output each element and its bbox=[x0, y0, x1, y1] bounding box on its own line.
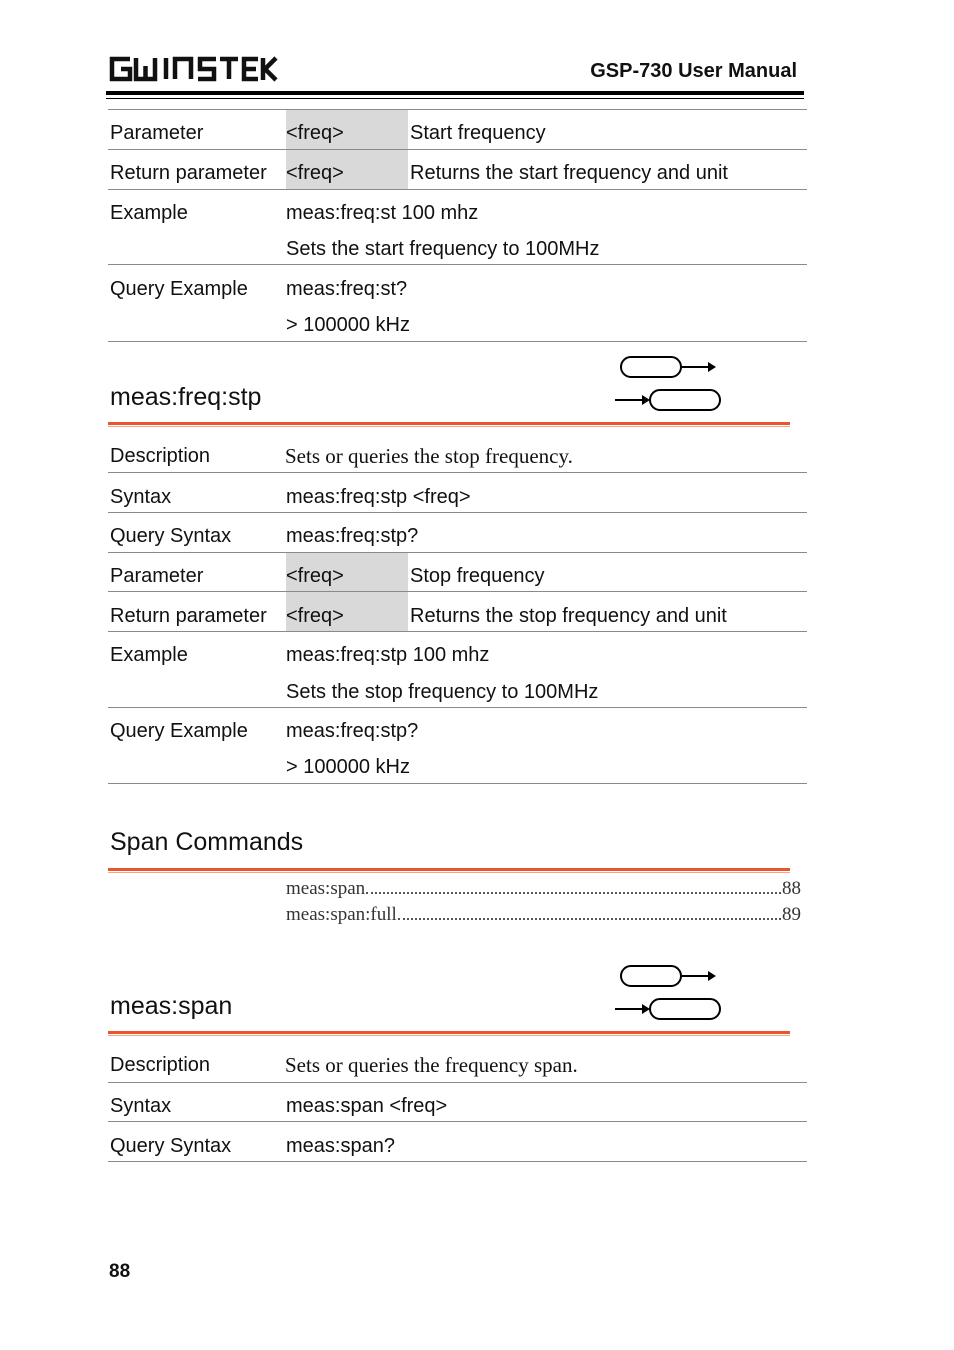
query-example-resp: > 100000 kHz bbox=[286, 756, 410, 778]
syntax-text: meas:freq:stp <freq> bbox=[286, 486, 471, 508]
table-rule bbox=[108, 591, 807, 592]
section-title: meas:span bbox=[110, 992, 233, 1020]
example-cmd: meas:freq:st 100 mhz bbox=[286, 202, 479, 224]
description-text: Sets or queries the stop frequency. bbox=[285, 444, 573, 468]
param-desc: Start frequency bbox=[410, 122, 546, 144]
section-title: Span Commands bbox=[110, 828, 304, 856]
section-rule-light bbox=[108, 872, 790, 873]
table-rule bbox=[108, 264, 807, 265]
param-desc: Stop frequency bbox=[410, 565, 545, 587]
set-query-icon bbox=[614, 961, 724, 1021]
toc-entry[interactable] bbox=[286, 904, 801, 926]
query-example-resp: > 100000 kHz bbox=[286, 314, 410, 336]
row-label: Return parameter bbox=[110, 162, 267, 184]
return-desc: Returns the stop frequency and unit bbox=[410, 605, 727, 627]
row-label: Example bbox=[110, 644, 188, 666]
example-desc: Sets the start frequency to 100MHz bbox=[286, 238, 600, 260]
table-rule bbox=[108, 189, 807, 190]
table-rule bbox=[108, 631, 807, 632]
row-label: Parameter bbox=[110, 565, 204, 587]
row-label: Query Example bbox=[110, 720, 248, 742]
gw-instek-logo bbox=[108, 54, 280, 84]
table-rule bbox=[108, 472, 807, 473]
section-rule bbox=[108, 1031, 790, 1034]
table-rule bbox=[108, 341, 807, 342]
row-label: Query Example bbox=[110, 278, 248, 300]
toc-leader bbox=[398, 918, 781, 920]
param-name: <freq> bbox=[286, 122, 344, 144]
table-rule bbox=[108, 1121, 807, 1122]
header-rule bbox=[106, 91, 804, 95]
table-rule bbox=[108, 512, 807, 513]
row-label: Syntax bbox=[110, 1095, 172, 1117]
section-rule-light bbox=[108, 426, 790, 427]
section-rule bbox=[108, 422, 790, 425]
row-label: Parameter bbox=[110, 122, 204, 144]
query-syntax-text: meas:freq:stp? bbox=[286, 525, 419, 547]
table-rule bbox=[108, 552, 807, 553]
row-label: Query Syntax bbox=[110, 1135, 232, 1157]
section-rule bbox=[108, 868, 790, 871]
table-rule bbox=[108, 707, 807, 708]
section-title: meas:freq:stp bbox=[110, 383, 262, 411]
row-label: Description bbox=[110, 445, 211, 467]
row-label: Syntax bbox=[110, 486, 172, 508]
section-rule-light bbox=[108, 1035, 790, 1036]
table-rule bbox=[108, 1161, 807, 1162]
set-query-icon bbox=[614, 352, 724, 412]
return-name: <freq> bbox=[286, 162, 344, 184]
manual-title: GSP-730 User Manual bbox=[590, 60, 797, 82]
table-rule bbox=[108, 1082, 807, 1083]
return-name: <freq> bbox=[286, 605, 344, 627]
toc-leader bbox=[366, 892, 781, 894]
return-desc: Returns the start frequency and unit bbox=[410, 162, 728, 184]
table-rule bbox=[108, 783, 807, 784]
query-syntax-text: meas:span? bbox=[286, 1135, 395, 1157]
toc-entry[interactable] bbox=[286, 878, 801, 900]
row-label: Description bbox=[110, 1054, 211, 1076]
row-label: Return parameter bbox=[110, 605, 267, 627]
toc-entry-page: 89 bbox=[782, 904, 801, 925]
table-rule bbox=[108, 109, 807, 110]
example-desc: Sets the stop frequency to 100MHz bbox=[286, 681, 599, 703]
description-text: Sets or queries the frequency span. bbox=[285, 1053, 578, 1077]
syntax-text: meas:span <freq> bbox=[286, 1095, 448, 1117]
header-rule-thin bbox=[106, 98, 804, 99]
row-label: Example bbox=[110, 202, 188, 224]
toc-entry-name: meas:span:full bbox=[286, 904, 397, 925]
param-name: <freq> bbox=[286, 565, 344, 587]
example-cmd: meas:freq:stp 100 mhz bbox=[286, 644, 490, 666]
query-example-cmd: meas:freq:st? bbox=[286, 278, 408, 300]
toc-entry-page: 88 bbox=[782, 878, 801, 899]
table-rule bbox=[108, 149, 807, 150]
toc-entry-name: meas:span bbox=[286, 878, 366, 899]
query-example-cmd: meas:freq:stp? bbox=[286, 720, 419, 742]
page-number: 88 bbox=[109, 1261, 131, 1282]
row-label: Query Syntax bbox=[110, 525, 232, 547]
